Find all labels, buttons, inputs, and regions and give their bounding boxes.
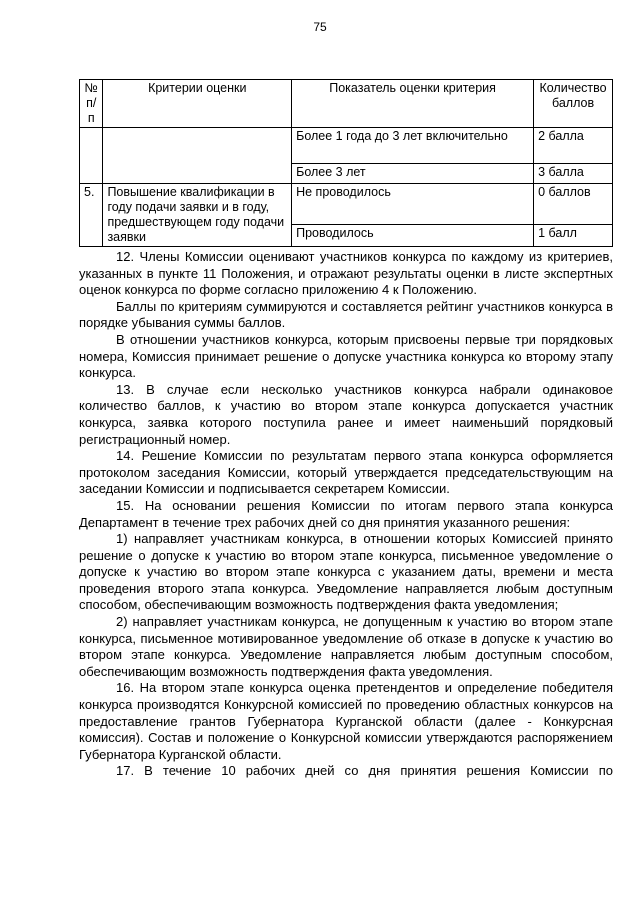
paragraph-15: 15. На основании решения Комиссии по итогам первого этапа конкурса Департамент в течение трех рабочих дней со дня принятия указанного решения: [79,497,613,530]
row5-criterion: Повышение квалификации в году подачи заявки и в году, предшествующем году подачи заявки [103,184,292,247]
row5-num: 5. [80,184,103,247]
paragraph-16: 16. На втором этапе конкурса оценка претендентов и определение победителя конкурса производятся Конкурсной комиссией по проведению областных конкурсов на предоставление грантов Губернатора Курганской области (далее - Конкурсная комиссия). Состав и положение о Конкурсной комиссии утверждаются распоряжением Губернатора Курганской области. [79,680,613,762]
indicator-cell: Не проводилось [292,184,534,225]
header-points: Количество баллов [534,80,613,128]
paragraph-15-2: 2) направляет участникам конкурса, не допущенным к участию во втором этапе конкурса, письменное мотивированное уведомление об отказе в допуске к участию во втором этапе конкурса. Уведомление направляется любым доступным способом, обеспечивающим возможность подтверждения факта уведомления. [79,614,613,679]
table-header-row [80,80,613,128]
body-text [79,249,613,780]
indicator-cell: Проводилось [292,224,534,246]
paragraph-17: 17. В течение 10 рабочих дней со дня принятия решения Комиссии по [116,763,613,779]
indicator-cell: Более 3 лет [292,164,534,184]
continuation-num-cell [80,128,103,184]
points-cell: 1 балл [534,224,613,246]
points-cell: 2 балла [534,128,613,164]
paragraph-scores: Баллы по критериям суммируются и составляется рейтинг участников конкурса в порядке убывания суммы баллов. [79,298,613,331]
paragraph-15-1: 1) направляет участникам конкурса, в отношении которых Комиссией принято решение о допуске к участию во втором этапе конкурса, письменное уведомление о допуске к участию во втором этапе конкурса с указанием даты, времени и места проведения второго этапа конкурса. Уведомление направляется любым доступным способом, обеспечивающим возможность подтверждения факта уведомления; [79,531,613,613]
continuation-criterion-cell [103,128,292,184]
header-num: № п/п [80,80,103,128]
paragraph-12: 12. Члены Комиссии оценивают участников конкурса по каждому из критериев, указанных в пункте 11 Положения, и отражают результаты оценки в листе экспертных оценок конкурса по форме согласно приложению 4 к Положению. [79,249,613,298]
criteria-table [79,79,613,247]
table-row [80,128,613,164]
paragraph-14: 14. Решение Комиссии по результатам первого этапа конкурса оформляется протоколом заседания Комиссии, который утверждается председательствующим на заседании Комиссии и подписывается секретарем Комиссии. [79,448,613,497]
points-cell: 0 баллов [534,184,613,225]
points-cell: 3 балла [534,164,613,184]
paragraph-13: 13. В случае если несколько участников конкурса набрали одинаковое количество баллов, к участию во втором этапе конкурса допускается участник конкурса, заявка которого поступила ранее и имеет наименьший порядковый регистрационный номер. [79,381,613,447]
table-row [80,184,613,225]
indicator-cell: Более 1 года до 3 лет включительно [292,128,534,164]
page-number: 75 [313,20,327,34]
paragraph-top-three: В отношении участников конкурса, которым присвоены первые три порядковых номера, Комиссия принимает решение о допуске участника конкурса ко второму этапу конкурса. [79,331,613,381]
header-indicator: Показатель оценки критерия [292,80,534,128]
header-criterion: Критерии оценки [103,80,292,128]
